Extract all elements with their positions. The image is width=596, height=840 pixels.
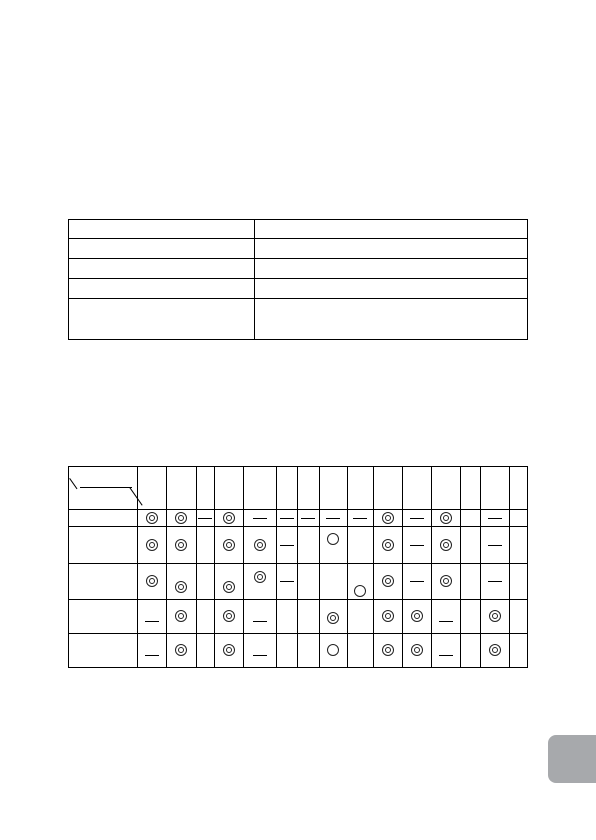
dash-mark <box>410 545 424 546</box>
dash-mark <box>439 655 453 656</box>
spec-table-rule <box>68 298 528 299</box>
single-circle-mark <box>354 585 366 597</box>
double-circle-mark <box>327 612 339 624</box>
compat-table-column-rule <box>480 466 481 668</box>
dash-mark <box>145 621 159 622</box>
double-circle-mark <box>440 512 452 524</box>
double-circle-mark <box>440 575 452 587</box>
dash-mark <box>145 655 159 656</box>
spec-table-rule <box>68 278 528 279</box>
spec-table-rule <box>68 339 528 340</box>
dash-mark <box>198 518 212 519</box>
double-circle-mark <box>411 610 423 622</box>
compat-table-column-rule <box>431 466 432 668</box>
compat-table-column-rule <box>276 466 277 668</box>
dash-mark <box>280 545 294 546</box>
compat-table-column-rule <box>166 466 167 668</box>
compat-table-column-rule <box>243 466 244 668</box>
double-circle-mark <box>382 575 394 587</box>
double-circle-mark <box>382 512 394 524</box>
section-tab <box>548 735 596 783</box>
compat-table-column-rule <box>196 466 197 668</box>
double-circle-mark <box>175 539 187 551</box>
dash-mark <box>488 518 502 519</box>
double-circle-mark <box>223 581 235 593</box>
double-circle-mark <box>223 644 235 656</box>
corner-header-diagonal <box>129 487 142 506</box>
spec-table-column-rule <box>254 219 255 340</box>
double-circle-mark <box>489 610 501 622</box>
double-circle-mark <box>223 610 235 622</box>
double-circle-mark <box>175 610 187 622</box>
spec-table-column-rule <box>527 219 528 340</box>
double-circle-mark <box>223 539 235 551</box>
double-circle-mark <box>175 644 187 656</box>
dash-mark <box>410 518 424 519</box>
spec-table-column-rule <box>68 219 69 340</box>
dash-mark <box>488 545 502 546</box>
spec-table-rule <box>68 219 528 220</box>
dash-mark <box>439 621 453 622</box>
double-circle-mark <box>411 644 423 656</box>
dash-mark <box>253 518 267 519</box>
compat-table-column-rule <box>297 466 298 668</box>
dash-mark <box>488 581 502 582</box>
dash-mark <box>410 581 424 582</box>
corner-header-rule <box>80 487 132 488</box>
single-circle-mark <box>327 533 339 545</box>
compat-table-column-rule <box>460 466 461 668</box>
double-circle-mark <box>382 610 394 622</box>
double-circle-mark <box>146 512 158 524</box>
spec-table-rule <box>68 258 528 259</box>
compat-table-column-rule <box>527 466 528 668</box>
double-circle-mark <box>146 539 158 551</box>
double-circle-mark <box>175 581 187 593</box>
double-circle-mark <box>223 512 235 524</box>
double-circle-mark <box>382 644 394 656</box>
compat-table-column-rule <box>214 466 215 668</box>
double-circle-mark <box>175 512 187 524</box>
dash-mark <box>280 518 294 519</box>
double-circle-mark <box>440 539 452 551</box>
spec-table-rule <box>68 238 528 239</box>
compat-table-column-rule <box>373 466 374 668</box>
double-circle-mark <box>489 644 501 656</box>
double-circle-mark <box>382 539 394 551</box>
dash-mark <box>353 518 367 519</box>
dash-mark <box>280 581 294 582</box>
compat-table-column-rule <box>319 466 320 668</box>
dash-mark <box>253 621 267 622</box>
double-circle-mark <box>146 575 158 587</box>
double-circle-mark <box>254 539 266 551</box>
corner-header-diagonal <box>69 478 77 489</box>
compat-table-column-rule <box>347 466 348 668</box>
dash-mark <box>253 655 267 656</box>
compat-table-column-rule <box>68 466 69 668</box>
double-circle-mark <box>254 571 266 583</box>
dash-mark <box>301 518 315 519</box>
compat-table-column-rule <box>402 466 403 668</box>
dash-mark <box>326 518 340 519</box>
compat-table-column-rule <box>509 466 510 668</box>
single-circle-mark <box>327 644 339 656</box>
